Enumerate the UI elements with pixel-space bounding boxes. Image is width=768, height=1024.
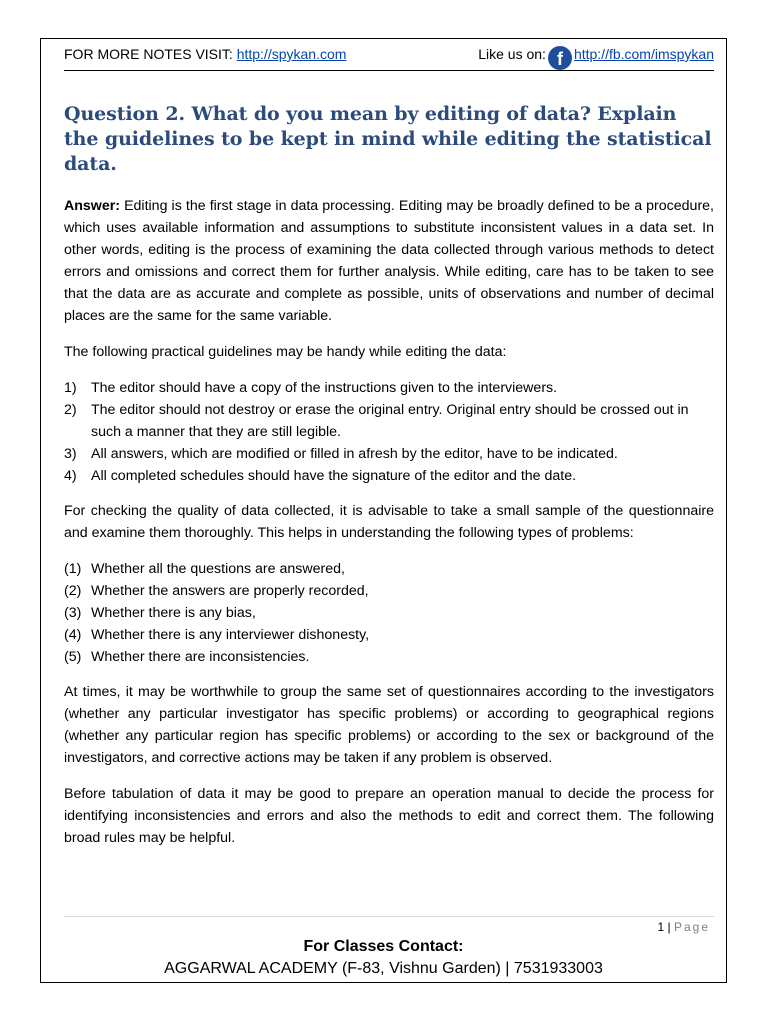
page-number (657, 919, 710, 935)
notes-visit (64, 44, 346, 64)
page-number-value: 1 (657, 920, 665, 934)
facebook-icon[interactable]: f (548, 46, 572, 70)
list-item (64, 624, 714, 646)
list-number: 2) (64, 402, 77, 418)
page-content (64, 102, 714, 863)
list-item (64, 465, 714, 487)
page-header (64, 44, 714, 69)
list-text: Whether there is any bias, (91, 605, 256, 621)
quality-paragraph: For checking the quality of data collected, it is advisable to take a small sample of the questionnaire and examine them thoroughly. This helps in understanding the following types of problems: (64, 503, 714, 541)
list-text: Whether the answers are properly recorded, (91, 583, 369, 599)
list-text: All answers, which are modified or filled in afresh by the editor, have to be indicated. (91, 446, 618, 462)
list-item (64, 377, 714, 399)
list-item (64, 602, 714, 624)
list-item (64, 558, 714, 580)
tabulation-paragraph: Before tabulation of data it may be good to prepare an operation manual to decide the process for identifying inconsistencies and errors and also the methods to edit and correct them. The following broad rules may be helpful. (64, 786, 714, 846)
list-item (64, 443, 714, 465)
spykan-link[interactable]: http://spykan.com (236, 46, 347, 62)
list-number: (4) (64, 627, 82, 643)
footer-divider (64, 916, 714, 917)
answer-text: Editing is the first stage in data processing. Editing may be broadly defined to be a procedure, which uses available information and assumptions to substitute inconsistent values in a data set. In other words, editing is the process of examining the data collected through various methods to detect errors and omissions and correct them for further analysis. While editing, care has to be taken to see that the data are as accurate and complete as possible, units of observations and number of decimal places are the same for the same variable. (64, 198, 714, 324)
list-text: The editor should have a copy of the instructions given to the interviewers. (91, 380, 558, 396)
guidelines-list (64, 377, 714, 487)
guidelines-intro: The following practical guidelines may be handy while editing the data: (64, 344, 507, 360)
list-text: Whether all the questions are answered, (91, 561, 345, 577)
page-label: Page (673, 920, 710, 934)
list-text: All completed schedules should have the signature of the editor and the date. (91, 468, 577, 484)
list-item (64, 399, 714, 443)
question-heading: Question 2. What do you mean by editing of data? Explain the guidelines to be kept in mind while editing the statistical data. (64, 103, 712, 175)
list-number: (2) (64, 583, 82, 599)
facebook-link[interactable]: http://fb.com/imspykan (573, 46, 714, 62)
notes-label: FOR MORE NOTES VISIT: (64, 46, 233, 62)
list-number: 3) (64, 446, 77, 462)
answer-paragraph (64, 195, 714, 327)
list-number: 1) (64, 380, 77, 396)
list-text: Whether there is any interviewer dishonesty, (91, 627, 370, 643)
facebook-like (478, 44, 714, 70)
list-item (64, 580, 714, 602)
problems-list (64, 558, 714, 668)
like-label: Like us on: (478, 46, 546, 62)
list-text: The editor should not destroy or erase the original entry. Original entry should be crossed out in such a manner that they are still legible. (91, 402, 689, 440)
header-divider (64, 70, 714, 71)
grouping-paragraph: At times, it may be worthwhile to group the same set of questionnaires according to the investigators (whether any particular investigator has specific problems) or according to geographical regions (whether any particular region has specific problems) or according to the sex or background of the investigators, and corrective actions may be taken if any problem is observed. (64, 684, 714, 766)
list-number: (5) (64, 649, 82, 665)
answer-label: Answer: (64, 198, 120, 214)
list-item (64, 646, 714, 668)
list-number: (1) (64, 561, 82, 577)
list-text: Whether there are inconsistencies. (91, 649, 310, 665)
footer-contact-title: For Classes Contact: (303, 938, 464, 955)
list-number: (3) (64, 605, 82, 621)
page-separator: | (667, 920, 671, 934)
footer-contact-line: AGGARWAL ACADEMY (F-83, Vishnu Garden) | 7531933003 (164, 960, 603, 977)
list-number: 4) (64, 468, 77, 484)
